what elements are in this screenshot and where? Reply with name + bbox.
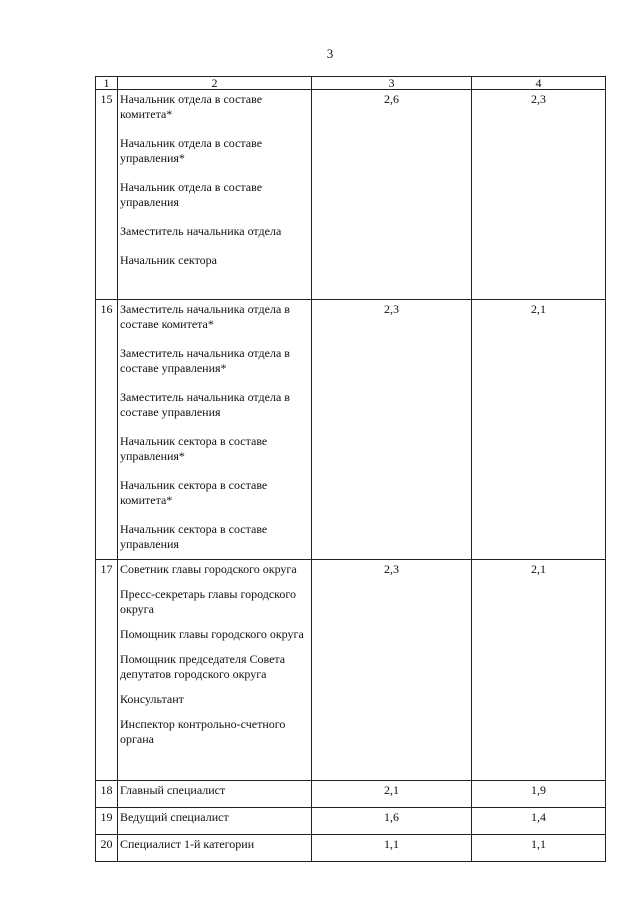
col3-value: 1,1 [312,835,472,862]
col3-value: 2,1 [312,781,472,808]
position-title: Помощник главы городского округа [120,627,304,641]
position-title: Специалист 1-й категории [120,837,255,851]
table-row [96,300,606,560]
table-row [96,90,606,300]
positions-cell [118,808,312,835]
position-title: Начальник отдела в составе управления* [120,136,263,165]
position-title: Начальник сектора в составе комитета* [120,478,268,507]
table-row [96,781,606,808]
position-title: Начальник сектора в составе управления* [120,434,268,463]
position-title: Ведущий специалист [120,810,229,824]
header-col-3: 3 [312,77,472,90]
positions-cell [118,781,312,808]
row-number: 17 [96,560,118,781]
table-row [96,808,606,835]
row-number: 20 [96,835,118,862]
position-title: Начальник сектора [120,253,217,267]
positions-cell [118,300,312,560]
position-title: Начальник отдела в составе комитета* [120,92,263,121]
col3-value: 2,3 [312,560,472,781]
col4-value: 1,9 [472,781,606,808]
position-title: Консультант [120,692,184,706]
col4-value: 1,4 [472,808,606,835]
header-col-1: 1 [96,77,118,90]
header-col-4: 4 [472,77,606,90]
positions-cell [118,560,312,781]
position-title: Заместитель начальника отдела в составе управления* [120,346,290,375]
table-row [96,835,606,862]
col4-value: 2,1 [472,560,606,781]
position-title: Заместитель начальника отдела в составе комитета* [120,302,290,331]
col3-value: 1,6 [312,808,472,835]
position-title: Заместитель начальника отдела [120,224,282,238]
positions-cell [118,90,312,300]
table-row [96,560,606,781]
col3-value: 2,3 [312,300,472,560]
position-title: Помощник председателя Совета депутатов городского округа [120,652,286,681]
col3-value: 2,6 [312,90,472,300]
position-title: Начальник сектора в составе управления [120,522,268,551]
row-number: 19 [96,808,118,835]
header-col-2: 2 [118,77,312,90]
table-header-row [96,77,606,90]
col4-value: 1,1 [472,835,606,862]
col4-value: 2,3 [472,90,606,300]
position-title: Советник главы городского округа [120,562,297,576]
page-number: 3 [326,46,334,61]
salary-coefficient-table [95,76,606,862]
row-number: 15 [96,90,118,300]
col4-value: 2,1 [472,300,606,560]
position-title: Заместитель начальника отдела в составе управления [120,390,290,419]
positions-cell [118,835,312,862]
position-title: Начальник отдела в составе управления [120,180,263,209]
position-title: Главный специалист [120,783,226,797]
row-number: 18 [96,781,118,808]
position-title: Пресс-секретарь главы городского округа [120,587,296,616]
position-title: Инспектор контрольно-счетного органа [120,717,286,746]
row-number: 16 [96,300,118,560]
